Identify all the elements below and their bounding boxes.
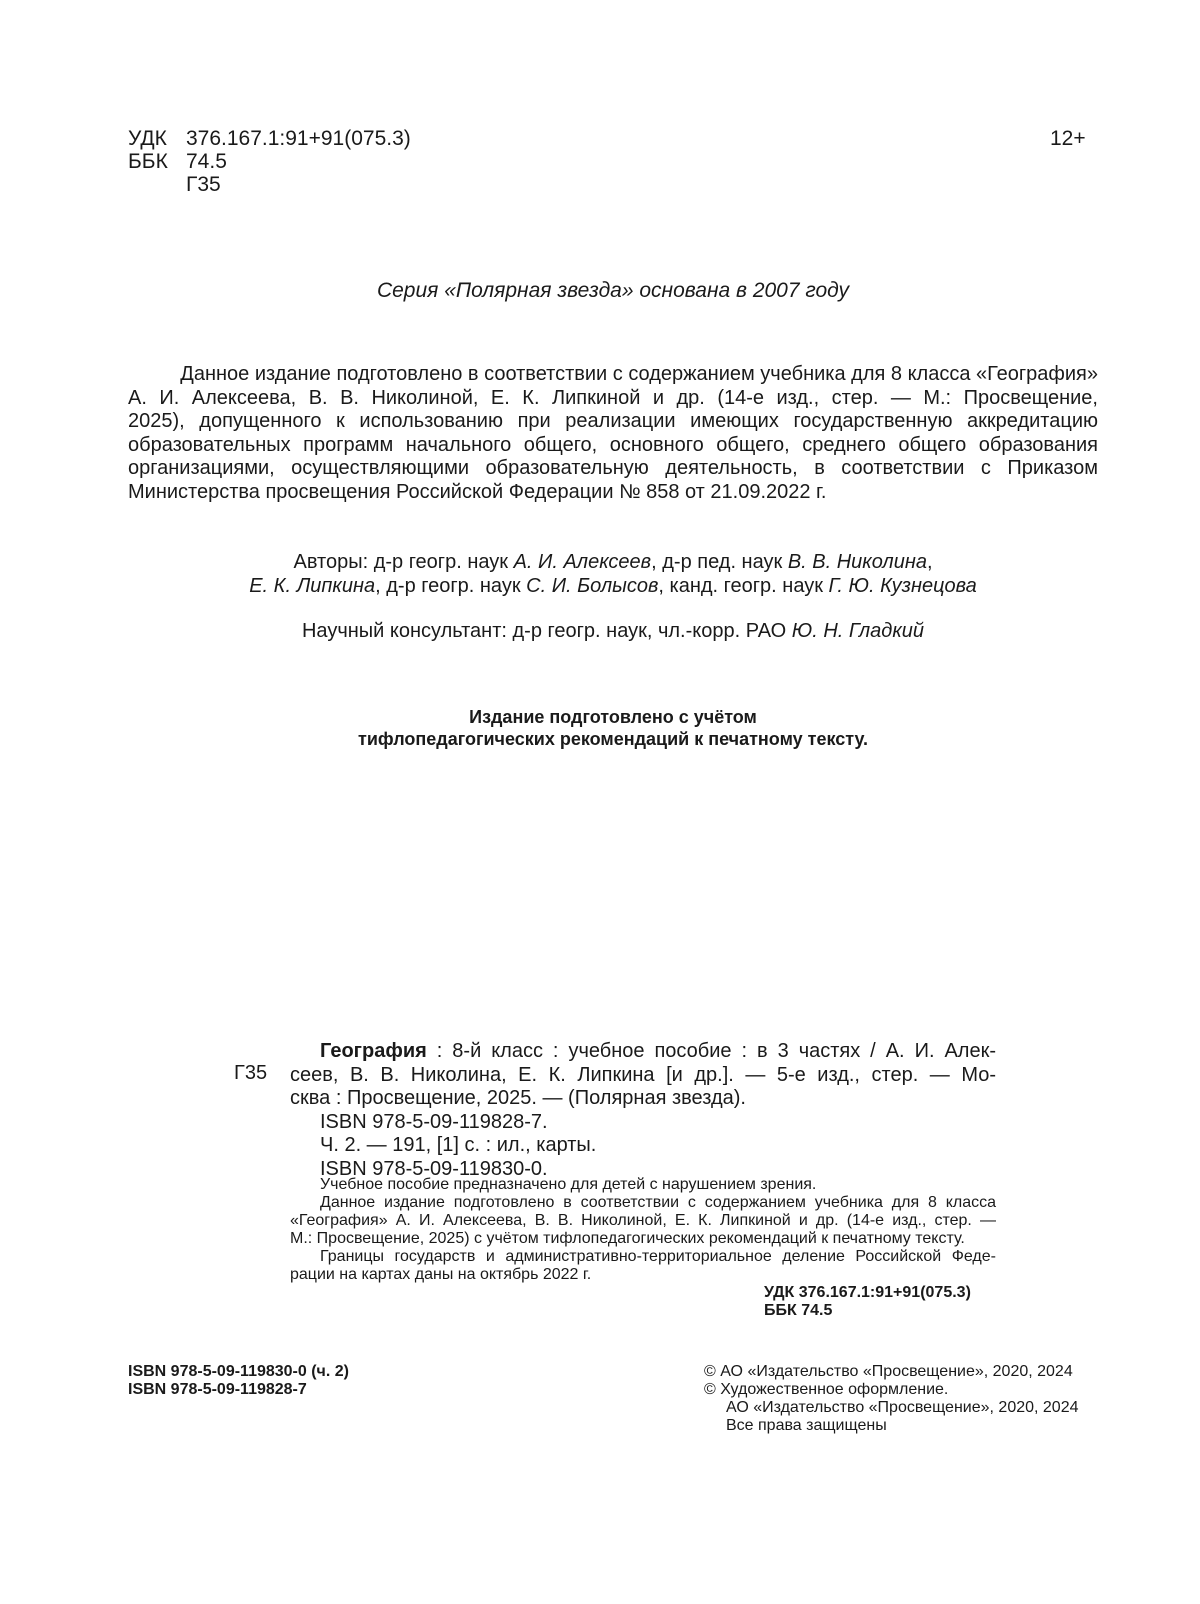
bbk-value: 74.5	[186, 150, 227, 173]
copyright-line: АО «Издательство «Просвещение», 2020, 2024	[726, 1399, 1079, 1416]
consultant-name: Ю. Н. Гладкий	[791, 620, 925, 642]
catalog-index	[764, 1284, 971, 1320]
catalog-line	[290, 1040, 996, 1064]
preamble-line: организациями, осуществляющими образовательную деятельность, в соответствии с Приказом	[128, 457, 1098, 479]
catalog-line: сеев, В. В. Николина, Е. К. Липкина [и др.]. — 5-е изд., стер. — Мо-	[290, 1063, 996, 1086]
annotation-line: Данное издание подготовлено в соответствии с содержанием учебника для 8 класса	[320, 1194, 996, 1211]
age-rating: 12+	[1050, 127, 1086, 150]
annotation-line: «География» А. И. Алексеева, В. В. Николиной, Е. К. Липкиной и др. (14-е изд., стер. —	[290, 1212, 996, 1229]
authors-line: Е. К. Липкина, д-р геогр. наук С. И. Болысов, канд. геогр. наук Г. Ю. Кузнецова	[249, 574, 977, 597]
author-name: Е. К. Липкина	[249, 574, 376, 597]
annotation-line: Границы государств и административно-территориальное деление Российской Феде-	[320, 1248, 996, 1265]
authors	[128, 551, 1098, 598]
tiflo-notice	[128, 706, 1098, 750]
catalog-line1: : 8-й класс : учебное пособие : в 3 частях / А. И. Алек-	[436, 1040, 996, 1062]
authors-line: Авторы: д-р геогр. наук А. И. Алексеев, д-р пед. наук В. В. Николина,	[293, 551, 933, 573]
preamble	[128, 363, 1098, 504]
author-name: С. И. Болысов	[526, 574, 659, 597]
notice-line: Издание подготовлено с учётом	[469, 707, 757, 727]
author-degree: канд. геогр. наук	[669, 574, 823, 597]
author-name: В. В. Николина	[787, 551, 927, 573]
author-degree: д-р геогр. наук	[373, 551, 509, 573]
catalog-bbk: ББК 74.5	[764, 1302, 833, 1319]
catalog-isbn-part: ISBN 978-5-09-119830-0.	[320, 1157, 548, 1180]
footer-copyright	[704, 1363, 1079, 1435]
author-name: А. И. Алексеев	[513, 551, 652, 573]
preamble-line: 2025), допущенного к использованию при реализации имеющих государственную аккредитацию	[128, 410, 1098, 432]
preamble-line: А. И. Алексеева, В. В. Николиной, Е. К. Липкиной и др. (14-е изд., стер. — М.: Просвещение,	[128, 386, 1098, 409]
catalog-udk: УДК 376.167.1:91+91(075.3)	[764, 1284, 971, 1301]
footer-isbn	[128, 1363, 349, 1399]
catalog-annotation	[290, 1176, 996, 1284]
series-note-text: Серия «Полярная звезда» основана в 2007 году	[376, 279, 850, 302]
copyright-line: Все права защищены	[726, 1417, 887, 1434]
author-name: Г. Ю. Кузнецова	[828, 574, 977, 597]
preamble-line: Министерства просвещения Российской Федерации № 858 от 21.09.2022 г.	[128, 480, 827, 503]
preamble-line: образовательных программ начального общего, основного общего, среднего общего образования	[128, 433, 1098, 456]
notice-line: тифлопедагогических рекомендаций к печатному тексту.	[358, 729, 868, 749]
series-note	[128, 278, 1098, 304]
catalog-part-info: Ч. 2. — 191, [1] с. : ил., карты.	[320, 1134, 597, 1156]
copyright-line: © АО «Издательство «Просвещение», 2020, 2024	[704, 1363, 1073, 1380]
author-degree: д-р пед. наук	[662, 551, 783, 573]
udk-value: 376.167.1:91+91(075.3)	[186, 127, 411, 150]
author-degree: д-р геогр. наук	[386, 574, 521, 597]
udk-label: УДК	[128, 127, 167, 150]
footer-isbn-line: ISBN 978-5-09-119828-7	[128, 1381, 307, 1398]
catalog-isbn-set: ISBN 978-5-09-119828-7.	[320, 1110, 548, 1133]
author-mark: Г35	[186, 173, 221, 196]
annotation-line: Учебное пособие предназначено для детей с нарушением зрения.	[320, 1176, 817, 1193]
copyright-line: © Художественное оформление.	[704, 1381, 949, 1398]
catalog-mark: Г35	[234, 1062, 268, 1084]
consultant-label: Научный консультант: д-р геогр. наук, чл.-корр. РАО	[301, 620, 787, 642]
catalog-title: География	[320, 1040, 427, 1062]
annotation-line: рации на картах даны на октябрь 2022 г.	[290, 1266, 592, 1283]
bbk-label: ББК	[128, 150, 168, 173]
authors-label: Авторы:	[293, 551, 369, 573]
catalog-line: сква : Просвещение, 2025. — (Полярная звезда).	[290, 1087, 746, 1109]
consultant	[128, 620, 1098, 644]
annotation-line: М.: Просвещение, 2025) с учётом тифлопедагогических рекомендаций к печатному тексту.	[290, 1230, 965, 1247]
catalog-card	[290, 1040, 996, 1181]
footer-isbn-line: ISBN 978-5-09-119830-0 (ч. 2)	[128, 1363, 349, 1380]
preamble-line: Данное издание подготовлено в соответствии с содержанием учебника для 8 класса «География»	[180, 363, 1098, 385]
